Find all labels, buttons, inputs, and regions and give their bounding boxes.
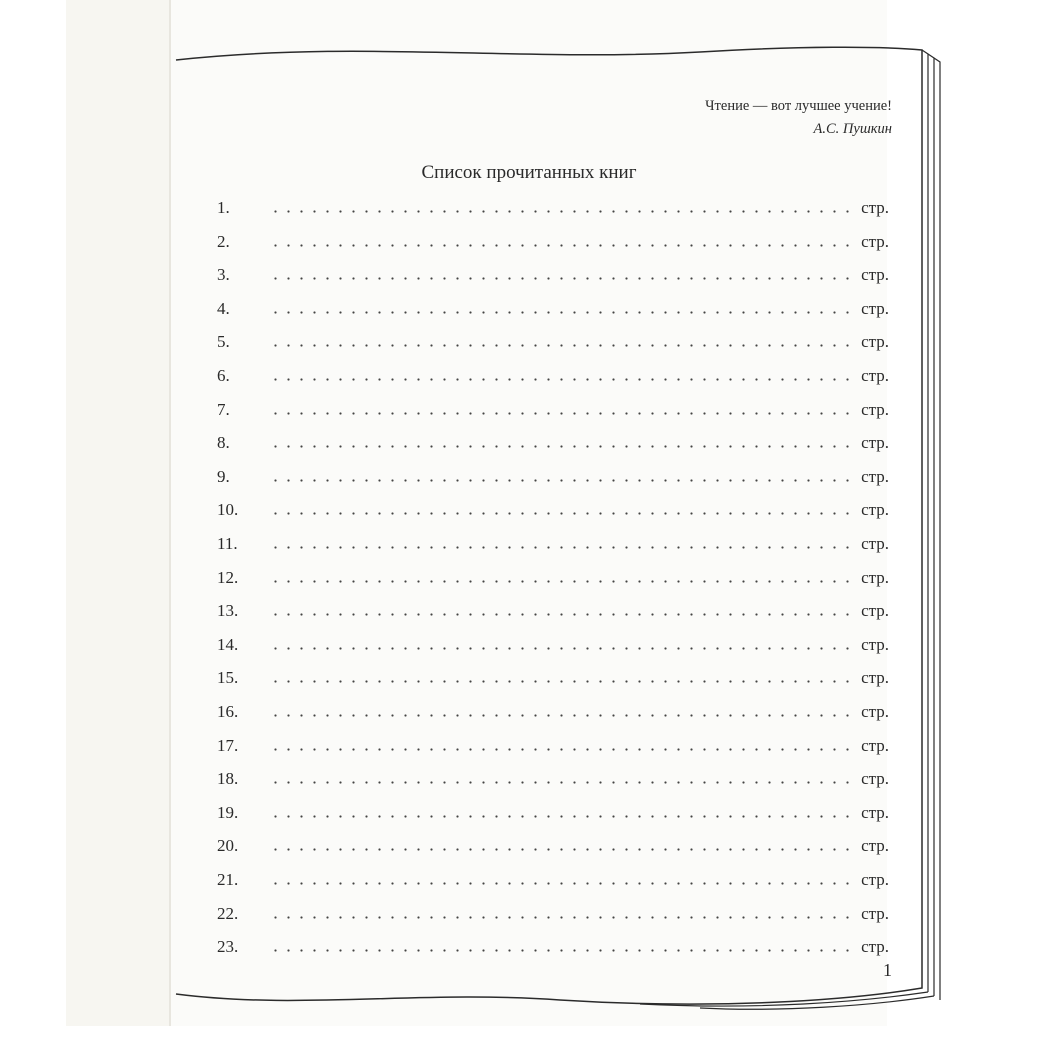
entry-dotted-line[interactable] [269, 512, 855, 515]
entry-page-label: стр. [861, 399, 889, 419]
entry-page-label: стр. [861, 802, 889, 822]
book-entry-row[interactable] [217, 726, 889, 756]
entry-number: 23. [217, 937, 239, 957]
entry-page-label: стр. [861, 937, 889, 957]
book-entry-row[interactable] [217, 894, 889, 924]
entry-number: 7. [217, 399, 230, 419]
entry-page-label: стр. [861, 231, 889, 251]
entry-number: 19. [217, 802, 239, 822]
book-entry-row[interactable] [217, 658, 889, 688]
entry-number: 14. [217, 634, 239, 654]
book-entry-row[interactable] [217, 591, 889, 621]
book-entry-row[interactable] [217, 289, 889, 319]
book-entry-row[interactable] [217, 927, 889, 957]
entry-number: 6. [217, 366, 230, 385]
book-entry-row[interactable] [217, 524, 889, 554]
entry-number: 4. [217, 298, 230, 318]
entry-number: 13. [217, 601, 239, 621]
epigraph-text: Чтение — вот лучшее учение! [705, 98, 892, 114]
entry-dotted-line[interactable] [269, 344, 855, 347]
page-number: 1 [883, 960, 892, 980]
book-entry-row[interactable] [217, 826, 889, 856]
entry-number: 3. [217, 265, 230, 285]
epigraph [705, 95, 892, 141]
entry-dotted-line[interactable] [269, 680, 855, 683]
entry-page-label: стр. [861, 769, 889, 789]
entry-dotted-line[interactable] [269, 445, 855, 448]
book-entry-row[interactable] [217, 759, 889, 789]
entry-dotted-line[interactable] [269, 210, 855, 213]
entry-dotted-line[interactable] [269, 613, 855, 616]
book-entry-row[interactable] [217, 255, 889, 285]
entry-number: 21. [217, 870, 239, 889]
entry-dotted-line[interactable] [269, 781, 855, 784]
book-entry-row[interactable] [217, 860, 889, 890]
book-entry-row[interactable] [217, 625, 889, 655]
entry-number: 2. [217, 231, 230, 251]
entry-number: 18. [217, 769, 239, 789]
entry-dotted-line[interactable] [269, 546, 855, 549]
entry-number: 11. [217, 534, 238, 553]
book-entry-row[interactable] [217, 222, 889, 252]
entry-number: 15. [217, 668, 239, 688]
entry-page-label: стр. [861, 265, 889, 285]
entry-dotted-line[interactable] [269, 647, 855, 650]
entry-page-label: стр. [861, 298, 889, 318]
book-entry-row[interactable] [217, 692, 889, 722]
entry-number: 1. [217, 198, 230, 217]
entry-dotted-line[interactable] [269, 714, 855, 717]
book-entry-row[interactable] [217, 793, 889, 823]
entry-dotted-line[interactable] [269, 378, 855, 381]
entry-dotted-line[interactable] [269, 580, 855, 583]
entry-page-label: стр. [861, 870, 889, 889]
entry-page-label: стр. [861, 567, 889, 587]
entry-page-label: стр. [861, 534, 889, 553]
epigraph-author: А.С. Пушкин [813, 121, 892, 137]
entry-dotted-line[interactable] [269, 882, 855, 885]
entry-dotted-line[interactable] [269, 277, 855, 280]
entry-page-label: стр. [861, 332, 889, 352]
entry-number: 16. [217, 702, 239, 721]
entry-page-label: стр. [861, 433, 889, 453]
entry-page-label: стр. [861, 634, 889, 654]
entry-dotted-line[interactable] [269, 412, 855, 415]
entry-dotted-line[interactable] [269, 748, 855, 751]
entry-dotted-line[interactable] [269, 848, 855, 851]
book-entry-row[interactable] [217, 423, 889, 453]
entry-page-label: стр. [861, 702, 889, 721]
entry-dotted-line[interactable] [269, 479, 855, 482]
book-entry-row[interactable] [217, 188, 889, 218]
entry-number: 8. [217, 433, 230, 453]
entry-dotted-line[interactable] [269, 916, 855, 919]
entry-number: 5. [217, 332, 230, 352]
book-entry-row[interactable] [217, 390, 889, 420]
entry-dotted-line[interactable] [269, 244, 855, 247]
entry-page-label: стр. [861, 668, 889, 688]
entry-number: 9. [217, 466, 230, 486]
entry-number: 12. [217, 567, 239, 587]
book-entry-row[interactable] [217, 457, 889, 487]
book-entry-row[interactable] [217, 356, 889, 386]
entry-number: 20. [217, 836, 239, 856]
entry-page-label: стр. [861, 601, 889, 621]
entry-dotted-line[interactable] [269, 311, 855, 314]
entry-page-label: стр. [861, 836, 889, 856]
entry-dotted-line[interactable] [269, 949, 855, 952]
entry-page-label: стр. [861, 366, 889, 385]
book-entry-row[interactable] [217, 558, 889, 588]
entry-dotted-line[interactable] [269, 815, 855, 818]
entry-number: 22. [217, 903, 239, 923]
entry-page-label: стр. [861, 198, 889, 217]
entry-page-label: стр. [861, 466, 889, 486]
entry-page-label: стр. [861, 500, 889, 520]
page-title: Список прочитанных книг [421, 162, 637, 183]
book-entry-row[interactable] [217, 490, 889, 520]
entry-number: 10. [217, 500, 239, 520]
book-entry-row[interactable] [217, 322, 889, 352]
entry-page-label: стр. [861, 903, 889, 923]
entry-page-label: стр. [861, 735, 889, 755]
entry-number: 17. [217, 735, 239, 755]
